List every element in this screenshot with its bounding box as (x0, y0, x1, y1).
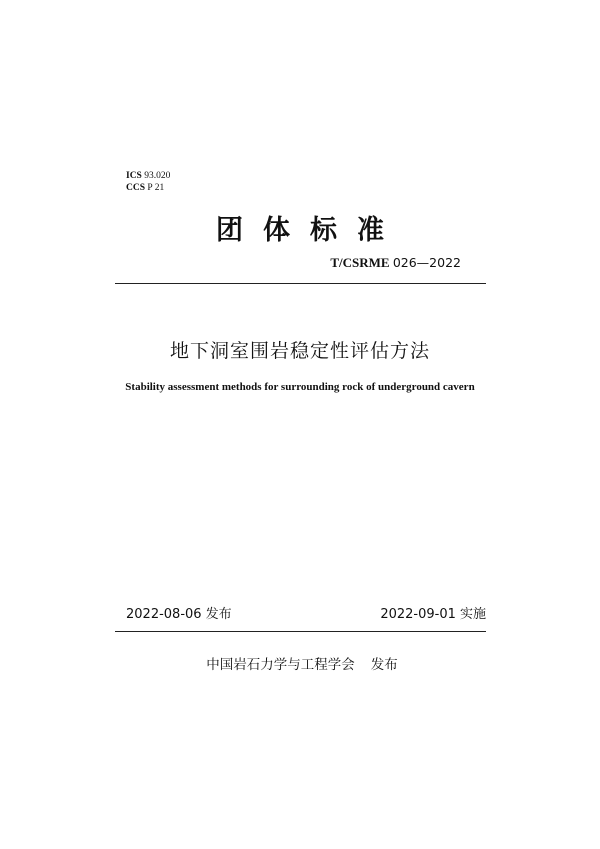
ccs-label: CCS (126, 183, 146, 193)
publisher-line (0, 653, 600, 673)
publisher-organization: 中国岩石力学与工程学会 (206, 657, 355, 673)
standard-number-prefix: T/CSRME (330, 255, 390, 270)
standard-number (330, 255, 461, 271)
publisher-action: 发布 (370, 657, 398, 673)
standard-number-code: 026—2022 (392, 255, 461, 270)
ics-code: 93.020 (144, 171, 171, 181)
title-chinese: 地下洞室围岩稳定性评估方法 (169, 340, 430, 362)
ccs-classification (126, 182, 164, 194)
implement-date: 2022-09-01 实施 (380, 607, 486, 622)
top-divider (115, 283, 486, 284)
ics-classification (126, 170, 170, 182)
ics-label: ICS (126, 171, 142, 181)
bottom-divider (115, 631, 486, 632)
standard-type-heading: 团体标准 (216, 215, 404, 246)
ccs-code: P 21 (147, 183, 165, 193)
publish-date: 2022-08-06 发布 (126, 607, 232, 622)
title-english: Stability assessment methods for surrounding rock of underground cavern (125, 381, 475, 393)
